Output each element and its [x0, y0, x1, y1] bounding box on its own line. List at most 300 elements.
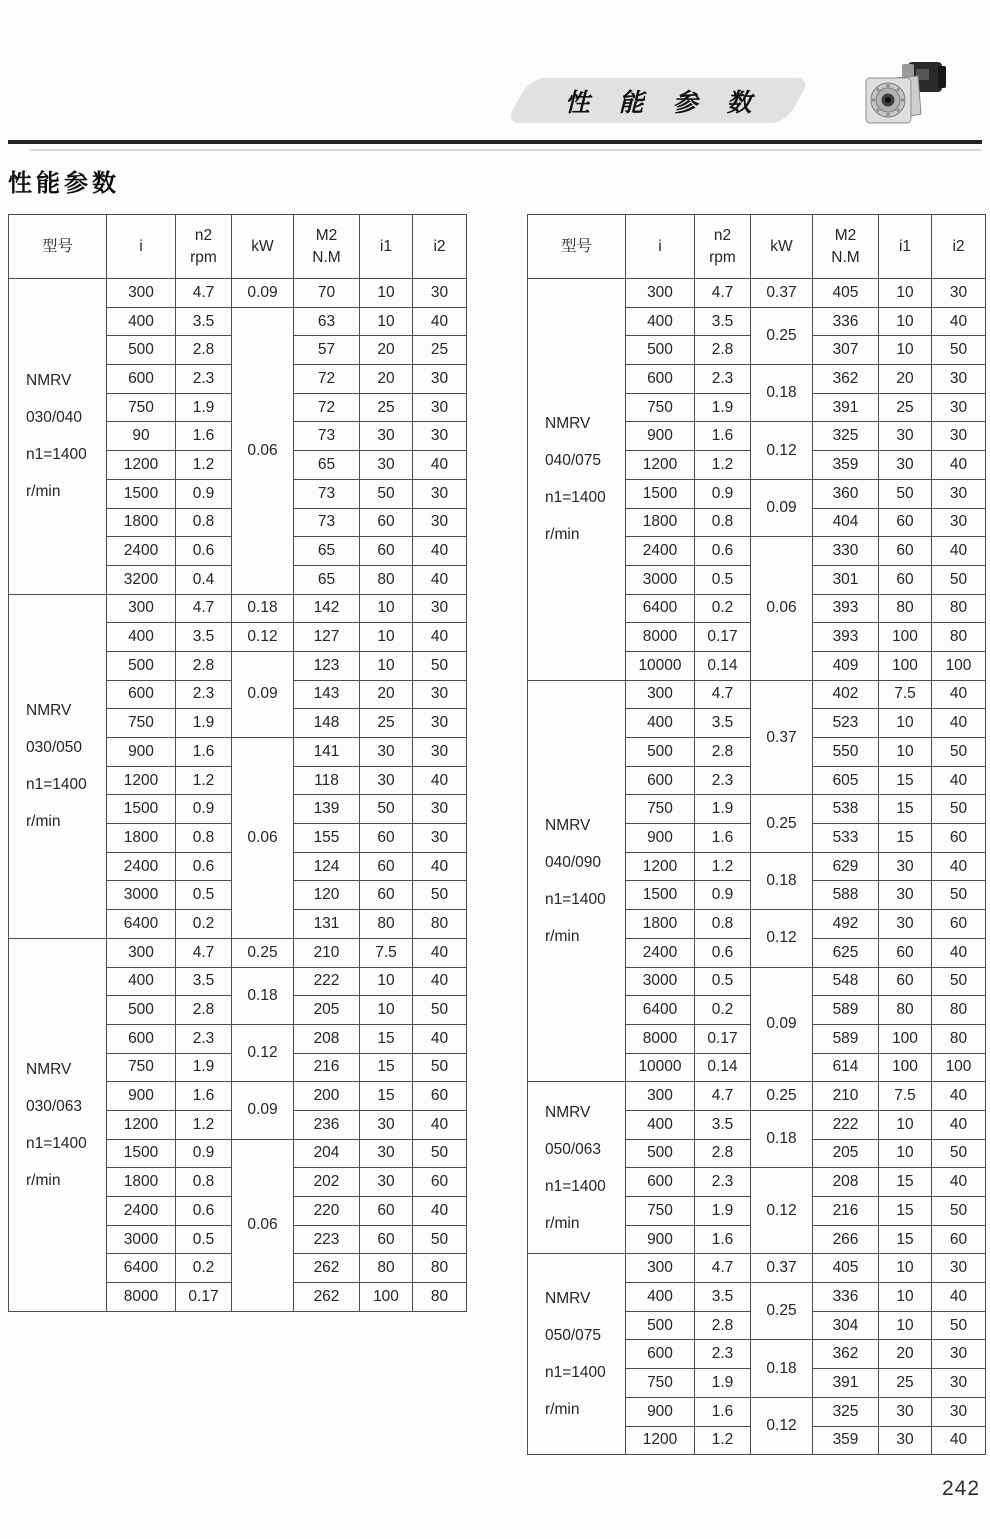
m2-cell: 200 [294, 1082, 360, 1111]
i-cell: 6400 [626, 594, 695, 623]
n2-cell: 2.8 [695, 738, 751, 767]
m2-cell: 222 [813, 1110, 879, 1139]
kw-cell: 0.18 [751, 1340, 813, 1397]
i2-cell: 60 [413, 1082, 467, 1111]
n2-cell: 2.3 [695, 1340, 751, 1369]
i1-cell: 30 [879, 910, 932, 939]
m2-cell: 330 [813, 537, 879, 566]
i2-cell: 40 [413, 623, 467, 652]
kw-cell: 0.12 [232, 623, 294, 652]
i-cell: 600 [626, 766, 695, 795]
i2-cell: 50 [932, 336, 986, 365]
i1-cell: 50 [360, 479, 413, 508]
i1-cell: 60 [879, 537, 932, 566]
n2-cell: 1.2 [176, 766, 232, 795]
i1-cell: 80 [879, 594, 932, 623]
i-cell: 300 [626, 279, 695, 308]
i1-cell: 80 [360, 910, 413, 939]
m2-cell: 325 [813, 1397, 879, 1426]
banner-title: 性 能 参 数 [564, 88, 763, 117]
m2-cell: 72 [294, 365, 360, 394]
model-cell: NMRV 030/050 n1=1400 r/min [9, 594, 107, 938]
i2-cell: 40 [932, 1110, 986, 1139]
i1-cell: 10 [879, 1254, 932, 1283]
i-cell: 3200 [107, 565, 176, 594]
i2-cell: 30 [932, 1397, 986, 1426]
kw-cell: 0.06 [232, 1139, 294, 1311]
n2-cell: 0.5 [695, 967, 751, 996]
n2-cell: 1.9 [695, 1369, 751, 1398]
i-cell: 1200 [626, 451, 695, 480]
i1-cell: 15 [879, 1197, 932, 1226]
m2-cell: 139 [294, 795, 360, 824]
i1-cell: 15 [879, 1168, 932, 1197]
i2-cell: 30 [932, 393, 986, 422]
i-cell: 500 [626, 1139, 695, 1168]
i-cell: 1200 [107, 1110, 176, 1139]
kw-cell: 0.09 [232, 279, 294, 308]
m2-cell: 336 [813, 307, 879, 336]
m2-cell: 533 [813, 824, 879, 853]
i-cell: 600 [107, 365, 176, 394]
m2-cell: 336 [813, 1283, 879, 1312]
n2-cell: 1.9 [695, 393, 751, 422]
n2-cell: 1.9 [695, 1197, 751, 1226]
i1-cell: 10 [360, 279, 413, 308]
kw-cell: 0.06 [751, 537, 813, 680]
i-cell: 10000 [626, 651, 695, 680]
i-cell: 500 [107, 651, 176, 680]
i1-cell: 60 [879, 565, 932, 594]
i-cell: 600 [626, 365, 695, 394]
i-cell: 750 [626, 393, 695, 422]
m2-cell: 72 [294, 393, 360, 422]
i1-cell: 60 [879, 508, 932, 537]
kw-cell: 0.18 [751, 852, 813, 909]
n2-cell: 0.8 [176, 1168, 232, 1197]
column-header-i2: i2 [932, 215, 986, 279]
i1-cell: 25 [360, 709, 413, 738]
m2-cell: 73 [294, 422, 360, 451]
gearbox-motor-photo [858, 56, 954, 135]
i-cell: 500 [626, 336, 695, 365]
i-cell: 400 [107, 967, 176, 996]
i2-cell: 50 [932, 795, 986, 824]
m2-cell: 614 [813, 1053, 879, 1082]
n2-cell: 0.17 [695, 623, 751, 652]
n2-cell: 1.2 [176, 451, 232, 480]
i2-cell: 40 [413, 565, 467, 594]
kw-cell: 0.25 [751, 1283, 813, 1340]
i-cell: 300 [107, 279, 176, 308]
i-cell: 750 [626, 795, 695, 824]
right-table-header-row [528, 215, 986, 279]
i2-cell: 30 [413, 479, 467, 508]
n2-cell: 4.7 [695, 279, 751, 308]
m2-cell: 391 [813, 393, 879, 422]
m2-cell: 131 [294, 910, 360, 939]
header-divider-thick [8, 140, 982, 144]
i-cell: 900 [626, 1397, 695, 1426]
i2-cell: 30 [932, 508, 986, 537]
i1-cell: 60 [360, 881, 413, 910]
m2-cell: 65 [294, 537, 360, 566]
i1-cell: 25 [360, 393, 413, 422]
i2-cell: 50 [413, 881, 467, 910]
m2-cell: 208 [294, 1024, 360, 1053]
kw-cell: 0.18 [751, 365, 813, 422]
i2-cell: 50 [932, 1139, 986, 1168]
i2-cell: 50 [413, 1225, 467, 1254]
column-header-kw: kW [232, 215, 294, 279]
m2-cell: 362 [813, 1340, 879, 1369]
n2-cell: 1.2 [695, 852, 751, 881]
column-header-i: i [107, 215, 176, 279]
model-cell: NMRV 030/040 n1=1400 r/min [9, 279, 107, 595]
column-header-i1: i1 [360, 215, 413, 279]
n2-cell: 1.6 [176, 738, 232, 767]
i-cell: 300 [626, 680, 695, 709]
i2-cell: 60 [932, 910, 986, 939]
kw-cell: 0.09 [232, 651, 294, 737]
kw-cell: 0.18 [232, 594, 294, 623]
kw-cell: 0.25 [232, 938, 294, 967]
n2-cell: 1.6 [695, 1397, 751, 1426]
table-row [9, 938, 467, 967]
n2-cell: 0.17 [695, 1024, 751, 1053]
i-cell: 1800 [107, 508, 176, 537]
i1-cell: 30 [360, 766, 413, 795]
column-header-i1: i1 [879, 215, 932, 279]
i2-cell: 40 [932, 1426, 986, 1455]
i2-cell: 50 [932, 1197, 986, 1226]
n2-cell: 1.2 [176, 1110, 232, 1139]
i-cell: 3000 [107, 1225, 176, 1254]
column-header-i: i [626, 215, 695, 279]
kw-cell: 0.25 [751, 795, 813, 852]
n2-cell: 3.5 [176, 307, 232, 336]
n2-cell: 0.8 [176, 824, 232, 853]
i1-cell: 100 [360, 1283, 413, 1312]
i1-cell: 30 [360, 422, 413, 451]
i-cell: 6400 [107, 1254, 176, 1283]
i1-cell: 50 [879, 479, 932, 508]
n2-cell: 3.5 [695, 1283, 751, 1312]
m2-cell: 118 [294, 766, 360, 795]
kw-cell: 0.12 [232, 1024, 294, 1081]
i2-cell: 40 [932, 451, 986, 480]
m2-cell: 588 [813, 881, 879, 910]
i2-cell: 80 [932, 1024, 986, 1053]
i2-cell: 40 [932, 680, 986, 709]
i1-cell: 10 [360, 307, 413, 336]
m2-cell: 63 [294, 307, 360, 336]
i2-cell: 40 [932, 1082, 986, 1111]
kw-cell: 0.37 [751, 680, 813, 795]
n2-cell: 0.9 [176, 479, 232, 508]
i1-cell: 10 [879, 738, 932, 767]
i2-cell: 30 [413, 738, 467, 767]
kw-cell: 0.18 [751, 1110, 813, 1167]
n2-cell: 0.5 [176, 881, 232, 910]
i2-cell: 50 [932, 1311, 986, 1340]
m2-cell: 325 [813, 422, 879, 451]
i1-cell: 20 [879, 365, 932, 394]
m2-cell: 391 [813, 1369, 879, 1398]
i1-cell: 100 [879, 1024, 932, 1053]
i-cell: 750 [626, 1197, 695, 1226]
i1-cell: 30 [360, 738, 413, 767]
m2-cell: 304 [813, 1311, 879, 1340]
n2-cell: 2.8 [176, 651, 232, 680]
model-cell: NMRV 040/090 n1=1400 r/min [528, 680, 626, 1082]
m2-cell: 307 [813, 336, 879, 365]
i-cell: 500 [107, 336, 176, 365]
m2-cell: 405 [813, 279, 879, 308]
page-title: 性能参数 [8, 170, 120, 197]
i-cell: 300 [626, 1082, 695, 1111]
i-cell: 1500 [107, 795, 176, 824]
i-cell: 600 [107, 680, 176, 709]
n2-cell: 2.8 [695, 1311, 751, 1340]
i-cell: 750 [626, 1369, 695, 1398]
i2-cell: 80 [413, 910, 467, 939]
i2-cell: 30 [413, 422, 467, 451]
i-cell: 1500 [626, 479, 695, 508]
i-cell: 600 [626, 1168, 695, 1197]
i1-cell: 15 [879, 824, 932, 853]
m2-cell: 73 [294, 479, 360, 508]
i1-cell: 10 [879, 1283, 932, 1312]
kw-cell: 0.06 [232, 738, 294, 939]
i2-cell: 30 [932, 422, 986, 451]
column-header-n2: n2 rpm [176, 215, 232, 279]
column-header-model: 型号 [9, 215, 107, 279]
i1-cell: 15 [360, 1024, 413, 1053]
i1-cell: 15 [879, 766, 932, 795]
kw-cell: 0.37 [751, 1254, 813, 1283]
model-cell: NMRV 030/063 n1=1400 r/min [9, 938, 107, 1311]
i-cell: 900 [107, 1082, 176, 1111]
i2-cell: 30 [413, 508, 467, 537]
n2-cell: 0.8 [695, 508, 751, 537]
i1-cell: 20 [879, 1340, 932, 1369]
i1-cell: 30 [360, 1110, 413, 1139]
i-cell: 600 [107, 1024, 176, 1053]
n2-cell: 1.9 [176, 709, 232, 738]
i2-cell: 40 [413, 938, 467, 967]
n2-cell: 0.8 [176, 508, 232, 537]
table-row [9, 279, 467, 308]
i-cell: 400 [626, 1110, 695, 1139]
column-header-n2: n2 rpm [695, 215, 751, 279]
i2-cell: 40 [932, 709, 986, 738]
m2-cell: 143 [294, 680, 360, 709]
n2-cell: 0.8 [695, 910, 751, 939]
m2-cell: 57 [294, 336, 360, 365]
i-cell: 400 [626, 709, 695, 738]
m2-cell: 70 [294, 279, 360, 308]
i2-cell: 30 [413, 824, 467, 853]
n2-cell: 1.9 [695, 795, 751, 824]
n2-cell: 4.7 [695, 1254, 751, 1283]
i2-cell: 50 [413, 1053, 467, 1082]
page-number: 242 [942, 1477, 981, 1500]
m2-cell: 589 [813, 1024, 879, 1053]
i-cell: 3000 [107, 881, 176, 910]
i-cell: 1800 [626, 910, 695, 939]
kw-cell: 0.09 [751, 967, 813, 1082]
n2-cell: 2.8 [176, 336, 232, 365]
n2-cell: 0.9 [176, 795, 232, 824]
i1-cell: 20 [360, 365, 413, 394]
i1-cell: 60 [879, 967, 932, 996]
i2-cell: 30 [932, 365, 986, 394]
i1-cell: 20 [360, 336, 413, 365]
i2-cell: 40 [932, 938, 986, 967]
n2-cell: 4.7 [176, 938, 232, 967]
kw-cell: 0.12 [751, 910, 813, 967]
i-cell: 600 [626, 1340, 695, 1369]
n2-cell: 0.6 [176, 1197, 232, 1226]
m2-cell: 123 [294, 651, 360, 680]
n2-cell: 3.5 [695, 709, 751, 738]
i1-cell: 60 [360, 1197, 413, 1226]
n2-cell: 2.3 [695, 365, 751, 394]
i2-cell: 50 [932, 967, 986, 996]
i-cell: 90 [107, 422, 176, 451]
i1-cell: 80 [360, 565, 413, 594]
kw-cell: 0.18 [232, 967, 294, 1024]
i1-cell: 30 [879, 881, 932, 910]
i2-cell: 40 [413, 967, 467, 996]
i-cell: 2400 [107, 852, 176, 881]
i2-cell: 100 [932, 651, 986, 680]
kw-cell: 0.09 [232, 1082, 294, 1139]
model-cell: NMRV 050/063 n1=1400 r/min [528, 1082, 626, 1254]
i2-cell: 60 [932, 1225, 986, 1254]
i2-cell: 40 [413, 1110, 467, 1139]
i1-cell: 80 [879, 996, 932, 1025]
i-cell: 1200 [626, 1426, 695, 1455]
i2-cell: 100 [932, 1053, 986, 1082]
i-cell: 1200 [626, 852, 695, 881]
kw-cell: 0.37 [751, 279, 813, 308]
i1-cell: 100 [879, 651, 932, 680]
i-cell: 300 [626, 1254, 695, 1283]
n2-cell: 0.2 [695, 996, 751, 1025]
table-row [528, 279, 986, 308]
i2-cell: 30 [413, 279, 467, 308]
i-cell: 400 [626, 307, 695, 336]
m2-cell: 210 [294, 938, 360, 967]
m2-cell: 216 [813, 1197, 879, 1226]
left-table [8, 214, 467, 1312]
i-cell: 8000 [107, 1283, 176, 1312]
n2-cell: 3.5 [695, 307, 751, 336]
i2-cell: 80 [932, 594, 986, 623]
i2-cell: 30 [413, 795, 467, 824]
i2-cell: 50 [932, 738, 986, 767]
i2-cell: 50 [413, 996, 467, 1025]
i-cell: 500 [626, 1311, 695, 1340]
i-cell: 8000 [626, 623, 695, 652]
i2-cell: 40 [413, 1024, 467, 1053]
i1-cell: 80 [360, 1254, 413, 1283]
m2-cell: 402 [813, 680, 879, 709]
n2-cell: 0.2 [176, 910, 232, 939]
i2-cell: 25 [413, 336, 467, 365]
column-header-m2: M2 N.M [813, 215, 879, 279]
n2-cell: 0.9 [695, 479, 751, 508]
column-header-model: 型号 [528, 215, 626, 279]
i1-cell: 10 [360, 967, 413, 996]
i1-cell: 30 [360, 1168, 413, 1197]
m2-cell: 262 [294, 1254, 360, 1283]
i1-cell: 10 [360, 594, 413, 623]
n2-cell: 1.6 [176, 422, 232, 451]
i1-cell: 60 [360, 1225, 413, 1254]
kw-cell: 0.25 [751, 1082, 813, 1111]
n2-cell: 2.3 [176, 365, 232, 394]
i-cell: 1500 [626, 881, 695, 910]
i1-cell: 10 [879, 1110, 932, 1139]
i1-cell: 15 [879, 1225, 932, 1254]
m2-cell: 262 [294, 1283, 360, 1312]
i-cell: 400 [107, 623, 176, 652]
i-cell: 900 [626, 1225, 695, 1254]
i1-cell: 7.5 [879, 1082, 932, 1111]
n2-cell: 0.4 [176, 565, 232, 594]
column-header-kw: kW [751, 215, 813, 279]
n2-cell: 1.2 [695, 1426, 751, 1455]
m2-cell: 393 [813, 594, 879, 623]
m2-cell: 550 [813, 738, 879, 767]
i2-cell: 40 [413, 537, 467, 566]
n2-cell: 0.9 [176, 1139, 232, 1168]
i1-cell: 30 [879, 451, 932, 480]
n2-cell: 3.5 [176, 623, 232, 652]
i-cell: 500 [626, 738, 695, 767]
model-cell: NMRV 040/075 n1=1400 r/min [528, 279, 626, 681]
kw-cell: 0.06 [232, 307, 294, 594]
i1-cell: 15 [879, 795, 932, 824]
i-cell: 6400 [626, 996, 695, 1025]
i2-cell: 40 [413, 852, 467, 881]
i1-cell: 25 [879, 1369, 932, 1398]
m2-cell: 266 [813, 1225, 879, 1254]
i1-cell: 15 [360, 1082, 413, 1111]
i2-cell: 50 [413, 1139, 467, 1168]
n2-cell: 0.2 [695, 594, 751, 623]
i2-cell: 40 [413, 307, 467, 336]
kw-cell: 0.12 [751, 1168, 813, 1254]
m2-cell: 210 [813, 1082, 879, 1111]
n2-cell: 0.5 [176, 1225, 232, 1254]
i2-cell: 30 [932, 1340, 986, 1369]
i1-cell: 60 [360, 852, 413, 881]
i-cell: 2400 [107, 1197, 176, 1226]
n2-cell: 0.2 [176, 1254, 232, 1283]
m2-cell: 359 [813, 1426, 879, 1455]
i2-cell: 30 [932, 479, 986, 508]
i1-cell: 30 [879, 852, 932, 881]
n2-cell: 0.14 [695, 651, 751, 680]
i1-cell: 10 [879, 279, 932, 308]
i1-cell: 100 [879, 1053, 932, 1082]
m2-cell: 73 [294, 508, 360, 537]
n2-cell: 0.17 [176, 1283, 232, 1312]
